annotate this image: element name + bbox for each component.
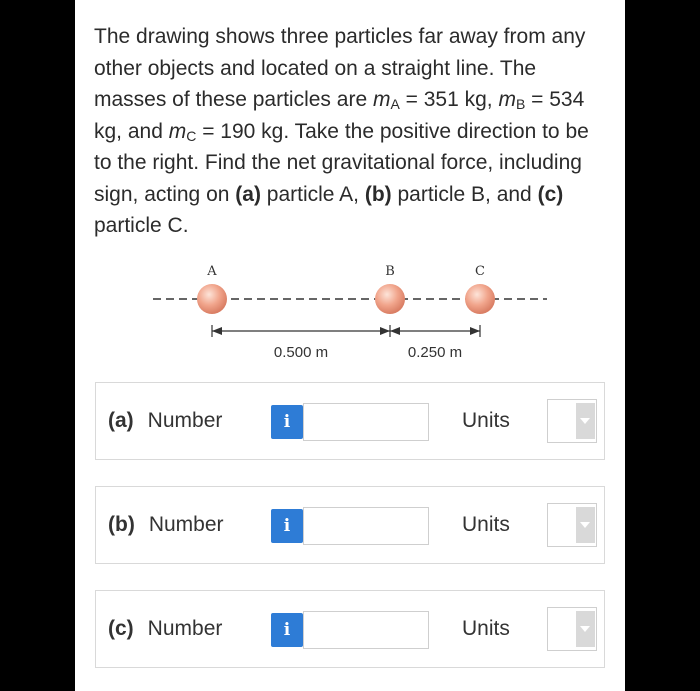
answer-row-c [95,590,605,668]
question-page [75,0,625,691]
units-label-b: Units [462,513,510,536]
distance-bc: 0.250 m [407,344,463,361]
info-button-a[interactable]: i [271,405,303,439]
particle-b [375,284,405,314]
chevron-down-icon [580,418,590,424]
answer-row-b [95,486,605,564]
number-input-b[interactable] [303,507,429,545]
answer-row-a [95,382,605,460]
answer-label-b: (b) Number [108,513,224,536]
particle-a [197,284,227,314]
chevron-down-icon [580,626,590,632]
units-select-c[interactable] [547,607,597,651]
question-text: The drawing shows three particles far away from any other objects and located on a straight line. The masses of these particles are $m_A = 351$ kg, $m_B = 534$ kg, and $m_C = 190$ kg. Take the positive direction to be to the right. Find the net gravitational force, including sign, acting on (a) particle A, (b) particle B, and (c) particle C. [94,25,589,237]
particle-diagram-svg [145,255,565,365]
units-select-b[interactable] [547,503,597,547]
dimension-lines [212,325,480,337]
number-input-a[interactable] [303,403,429,441]
info-button-c[interactable]: i [271,613,303,647]
number-input-c[interactable] [303,611,429,649]
units-label-a: Units [462,409,510,432]
chevron-down-icon [580,522,590,528]
particle-c [465,284,495,314]
particle-diagram [145,255,565,365]
answer-label-a: (a) Number [108,409,223,432]
label-b: B [385,264,395,279]
label-c: C [475,264,485,279]
answer-label-c: (c) Number [108,617,223,640]
distance-ab: 0.500 m [273,344,329,361]
label-a: A [207,264,217,279]
info-button-b[interactable]: i [271,509,303,543]
units-label-c: Units [462,617,510,640]
units-select-a[interactable] [547,399,597,443]
